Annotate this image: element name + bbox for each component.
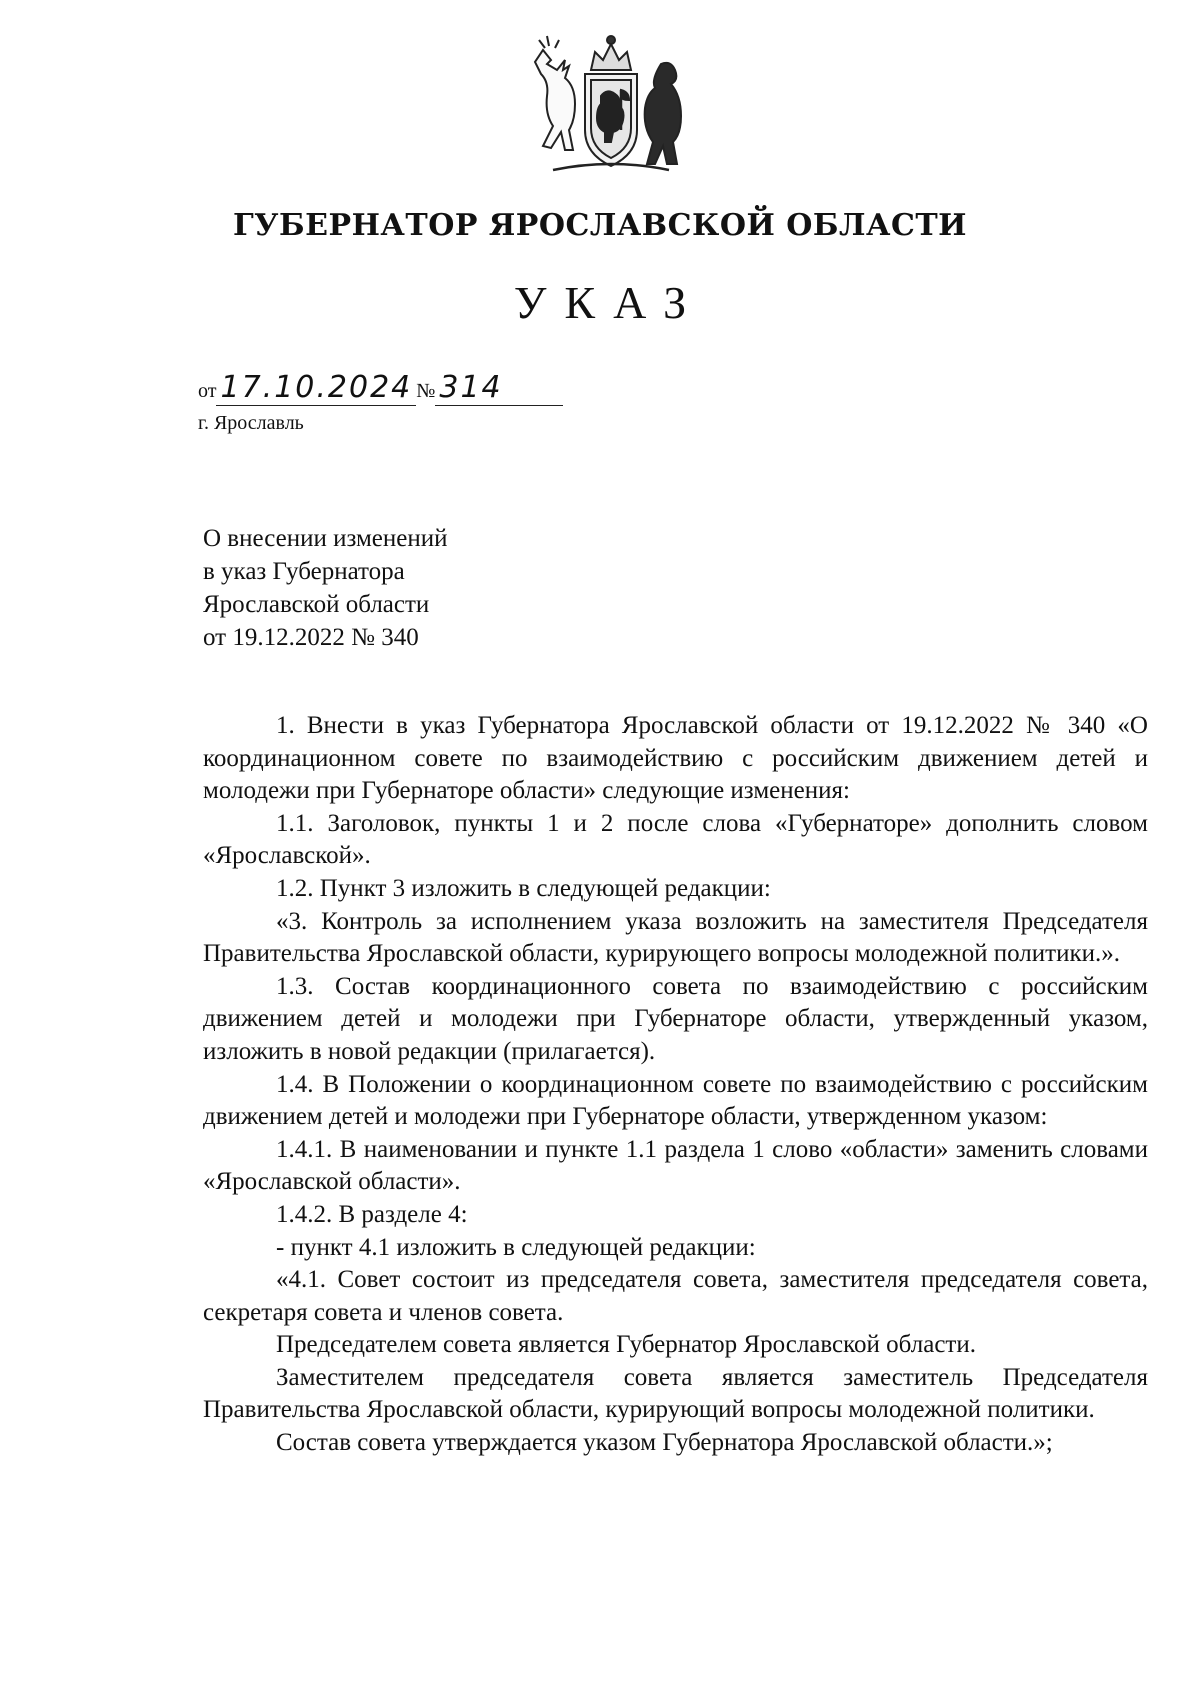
body-paragraph: «4.1. Совет состоит из председателя совета, заместителя председателя совета, секретаря совета и членов совета. [203, 1266, 1148, 1326]
issue-city: г. Ярославль [198, 412, 304, 434]
body-paragraph: Состав совета утверждается указом Губернатора Ярославской области.»; [276, 1429, 1053, 1457]
number-prefix: № [416, 380, 436, 402]
body-paragraph: 1.3. Состав координационного совета по взаимодействию с российским движением детей и молодежи при Губернаторе области, утвержденный указом, изложить в новой редакции (прилагается). [203, 972, 1148, 1065]
document-number: 314 [435, 373, 563, 406]
subject-line: в указ Губернатора [203, 558, 405, 585]
body-paragraph: - пункт 4.1 изложить в следующей редакции: [276, 1233, 756, 1261]
subject-line: от 19.12.2022 № 340 [203, 624, 419, 651]
document-type-title: УКАЗ [513, 277, 705, 328]
body-paragraph: Заместителем председателя совета является заместитель Председателя Правительства Ярославской области, курирующий вопросы молодежной политики. [203, 1363, 1148, 1424]
body-paragraph: 1.4. В Положении о координационном совете по взаимодействию с российским движением детей и молодежи при Губернаторе области, утвержденном указом: [203, 1070, 1148, 1131]
body-paragraph: «3. Контроль за исполнением указа возложить на заместителя Председателя Правительства Ярославской области, курирующего вопросы молодежной политики.». [203, 907, 1148, 968]
subject-line: Ярославской области [203, 591, 430, 618]
issuer-title: ГУБЕРНАТОР ЯРОСЛАВСКОЙ ОБЛАСТИ [232, 208, 968, 243]
body-paragraph: Председателем совета является Губернатор Ярославской области. [276, 1331, 976, 1359]
document-subject [203, 522, 448, 654]
subject-line: О внесении изменений [203, 525, 448, 552]
body-paragraph: 1.4.1. В наименовании и пункте 1.1 раздела 1 слово «области» заменить словами «Ярославской области». [203, 1135, 1148, 1196]
document-requisites [198, 372, 563, 435]
body-paragraph: 1.1. Заголовок, пункты 1 и 2 после слова «Губернаторе» дополнить словом «Ярославской». [203, 809, 1148, 870]
body-paragraph: 1.4.2. В разделе 4: [276, 1200, 468, 1228]
document-date: 17.10.2024 [216, 373, 416, 406]
body-paragraph: 1. Внести в указ Губернатора Ярославской области от 19.12.2022 № 340 «О координационном совете по взаимодействию с российским движением детей и молодежи при Губернаторе области» следующие изменения: [203, 712, 1148, 805]
document-body [203, 710, 1148, 1460]
date-number-line [198, 372, 563, 406]
date-prefix: от [198, 380, 217, 402]
body-paragraph: 1.2. Пункт 3 изложить в следующей редакции: [276, 874, 771, 902]
coat-of-arms-emblem [533, 30, 689, 180]
